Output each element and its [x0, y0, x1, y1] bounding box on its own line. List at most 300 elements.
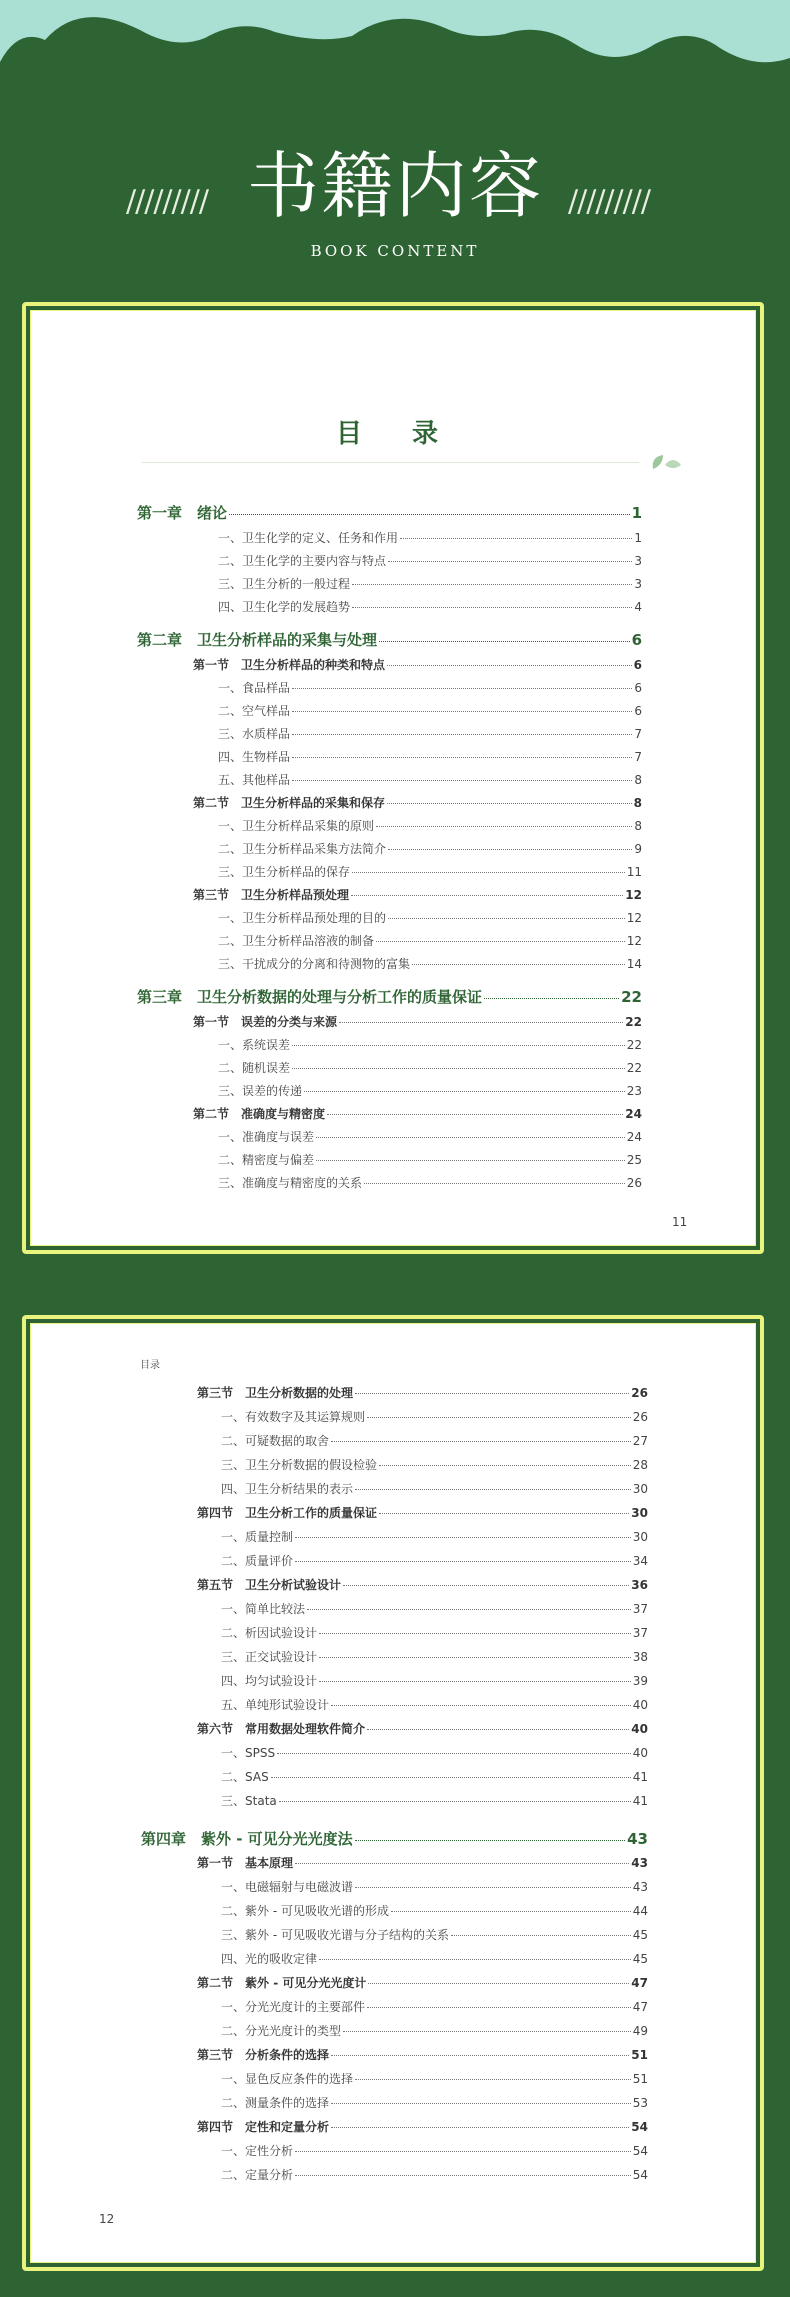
- toc-entry-title: [193, 794, 385, 811]
- toc-entry-number: 二、: [221, 1904, 246, 1918]
- toc-item-entry[interactable]: [221, 1744, 648, 1761]
- dot-leader: [379, 640, 630, 642]
- toc-entry-title: [221, 1456, 377, 1473]
- toc-entry-title: [221, 1624, 317, 1641]
- toc-item-entry[interactable]: [218, 863, 642, 880]
- toc-item-entry[interactable]: [221, 1648, 648, 1665]
- toc-entry-text: Stata: [245, 1794, 277, 1808]
- toc-entry-number: 一、: [221, 1880, 246, 1894]
- dot-leader: [391, 1910, 631, 1912]
- toc-entry-title: [137, 986, 482, 1007]
- dot-leader: [355, 1392, 629, 1394]
- dot-leader: [355, 1886, 631, 1888]
- toc-entry-text: 生物样品: [242, 750, 291, 764]
- toc-entry-title: [218, 932, 374, 949]
- toc-entry-text: 紫外 - 可见吸收光谱的形成: [245, 1904, 389, 1918]
- toc-entry-page: 54: [632, 2144, 648, 2158]
- dot-leader: [331, 2054, 629, 2056]
- dot-leader: [331, 2126, 629, 2128]
- toc-entry-title: [218, 840, 386, 857]
- toc-entry-number: 四、: [221, 1482, 246, 1496]
- dot-leader: [388, 917, 625, 919]
- toc-entry-text: 常用数据处理软件简介: [245, 1722, 366, 1736]
- toc-entry-page: 24: [626, 1130, 642, 1144]
- toc-entry-number: 四、: [218, 600, 243, 614]
- toc-entry-number: 一、: [221, 1410, 246, 1424]
- toc-entry-title: [221, 2142, 293, 2159]
- toc-entry-title: [197, 1854, 293, 1871]
- toc-entry-page: 7: [634, 727, 642, 741]
- toc-entry-text: 可疑数据的取舍: [245, 1434, 330, 1448]
- toc-entry-page: 8: [634, 773, 642, 787]
- toc-item-entry[interactable]: [218, 725, 642, 742]
- dot-leader: [388, 848, 632, 850]
- toc-entry-text: 准确度与误差: [242, 1130, 315, 1144]
- toc-entry-text: 单纯形试验设计: [245, 1698, 330, 1712]
- toc-entry-page: 7: [634, 750, 642, 764]
- toc-section-entry[interactable]: [197, 1974, 648, 1991]
- toc-entry-title: [221, 2022, 341, 2039]
- toc-item-entry[interactable]: [221, 2142, 648, 2159]
- dot-leader: [355, 2078, 631, 2080]
- toc-chapter-entry[interactable]: [137, 502, 642, 523]
- toc-page-2: [22, 1315, 764, 2271]
- dot-leader: [316, 1136, 625, 1138]
- toc-entry-text: 误差的分类与来源: [241, 1015, 338, 1029]
- toc-entry-number: 第一节: [193, 1015, 242, 1029]
- dot-leader: [229, 513, 630, 515]
- toc-entry-title: [218, 1059, 290, 1076]
- toc-item-entry[interactable]: [218, 1128, 642, 1145]
- dot-leader: [351, 894, 623, 896]
- toc-entry-text: 显色反应条件的选择: [245, 2072, 354, 2086]
- toc-entry-title: [218, 863, 350, 880]
- toc-entry-title: [218, 598, 350, 615]
- heading-divider: [142, 462, 639, 463]
- dot-leader: [292, 1044, 625, 1046]
- toc-entry-number: 二、: [218, 1153, 243, 1167]
- toc-entry-page: 30: [632, 1530, 648, 1544]
- toc-entry-title: [221, 1950, 317, 1967]
- dot-leader: [387, 664, 632, 666]
- toc-entry-number: 三、: [218, 1084, 243, 1098]
- dot-leader: [319, 1632, 631, 1634]
- toc-entry-page: 43: [632, 1880, 648, 1894]
- dot-leader: [327, 1113, 623, 1115]
- toc-entry-number: 四、: [221, 1674, 246, 1688]
- toc-entry-page: 3: [634, 577, 642, 591]
- dot-leader: [367, 1416, 631, 1418]
- toc-item-entry[interactable]: [218, 1036, 642, 1053]
- toc-entry-text: 卫生分析数据的处理与分析工作的质量保证: [197, 988, 483, 1006]
- toc-entry-text: 定性和定量分析: [245, 2120, 330, 2134]
- toc-entry-title: [137, 629, 377, 650]
- toc-item-entry[interactable]: [218, 598, 642, 615]
- dot-leader: [412, 963, 625, 965]
- toc-entry-title: [137, 502, 227, 523]
- dot-leader: [295, 2174, 631, 2176]
- toc-item-entry[interactable]: [218, 909, 642, 926]
- toc-entry-number: 一、: [221, 2072, 246, 2086]
- toc-entry-text: 有效数字及其运算规则: [245, 1410, 366, 1424]
- decor-slashes-right: /////////: [568, 184, 650, 219]
- dot-leader: [364, 1182, 625, 1184]
- toc-entry-number: 第二节: [193, 1107, 242, 1121]
- toc-entry-page: 12: [625, 888, 642, 902]
- toc-entry-page: 8: [633, 796, 642, 810]
- toc-entry-page: 40: [631, 1722, 648, 1736]
- toc-chapter-entry[interactable]: [137, 629, 642, 650]
- toc-entry-number: 第二节: [197, 1976, 246, 1990]
- toc-entry-title: [197, 1384, 353, 1401]
- toc-entry-page: 47: [632, 2000, 648, 2014]
- toc-entry-number: 三、: [221, 1650, 246, 1664]
- toc-entry-title: [221, 1600, 305, 1617]
- page-title: 书籍内容: [246, 144, 543, 228]
- header: [0, 144, 790, 270]
- toc-entry-page: 53: [632, 2096, 648, 2110]
- toc-page-1: [22, 302, 764, 1254]
- toc-item-entry[interactable]: [221, 1926, 648, 1943]
- toc-entry-page: 34: [632, 1554, 648, 1568]
- toc-entry-title: [193, 1105, 325, 1122]
- toc-entry-title: [221, 1552, 293, 1569]
- dot-leader: [292, 687, 632, 689]
- toc-entry-text: 卫生分析结果的表示: [245, 1482, 354, 1496]
- dot-leader: [352, 871, 625, 873]
- toc-entry-page: 45: [632, 1952, 648, 1966]
- dot-leader: [277, 1752, 631, 1754]
- toc-entry-title: [218, 817, 374, 834]
- toc-entry-page: 28: [632, 1458, 648, 1472]
- toc-entry-page: 30: [632, 1482, 648, 1496]
- toc-item-entry[interactable]: [221, 2094, 648, 2111]
- dot-leader: [343, 2030, 631, 2032]
- toc-item-entry[interactable]: [218, 932, 642, 949]
- toc-entry-title: [193, 1013, 337, 1030]
- toc-entry-page: 22: [626, 1061, 642, 1075]
- dot-leader: [292, 779, 632, 781]
- toc-section-entry[interactable]: [193, 1105, 642, 1122]
- toc-entry-page: 37: [632, 1602, 648, 1616]
- toc-entry-title: [221, 1744, 275, 1761]
- toc-entry-title: [218, 725, 290, 742]
- toc-entry-title: [218, 909, 386, 926]
- dot-leader: [292, 756, 632, 758]
- toc-item-entry[interactable]: [221, 1408, 648, 1425]
- toc-entry-title: [221, 1480, 353, 1497]
- toc-entry-title: [218, 552, 386, 569]
- page-number: 12: [99, 2212, 115, 2226]
- toc-entry-page: 1: [631, 504, 642, 522]
- toc-item-entry[interactable]: [218, 840, 642, 857]
- toc-entry-number: 第三节: [197, 2048, 246, 2062]
- toc-entry-number: 第三节: [193, 888, 242, 902]
- toc-section-entry[interactable]: [193, 794, 642, 811]
- toc-item-entry[interactable]: [218, 955, 642, 972]
- toc-entry-text: 卫生分析样品预处理: [241, 888, 350, 902]
- toc-entry-title: [218, 1128, 314, 1145]
- dot-leader: [292, 1067, 625, 1069]
- toc-entry-number: 一、: [218, 819, 243, 833]
- toc-item-entry[interactable]: [218, 771, 642, 788]
- toc-entry-number: 二、: [221, 1434, 246, 1448]
- toc-entry-title: [221, 1878, 353, 1895]
- toc-entry-text: 卫生分析数据的处理: [245, 1386, 354, 1400]
- dot-leader: [352, 606, 632, 608]
- dot-leader: [331, 1440, 631, 1442]
- toc-entry-text: 定量分析: [245, 2168, 294, 2182]
- toc-entry-number: 第四章: [141, 1830, 202, 1848]
- toc-entry-number: 二、: [218, 934, 243, 948]
- wavy-sky-banner: [0, 0, 790, 90]
- toc-entry-text: 测量条件的选择: [245, 2096, 330, 2110]
- toc-entry-number: 第一节: [193, 658, 242, 672]
- toc-item-entry[interactable]: [218, 748, 642, 765]
- toc-item-entry[interactable]: [221, 1902, 648, 1919]
- toc-entry-number: 第四节: [197, 1506, 246, 1520]
- toc-entry-text: 光的吸收定律: [245, 1952, 318, 1966]
- toc-entry-text: 精密度与偏差: [242, 1153, 315, 1167]
- toc-entry-number: 五、: [218, 773, 243, 787]
- toc-entry-text: 紫外 - 可见吸收光谱与分子结构的关系: [245, 1928, 449, 1942]
- toc-item-entry[interactable]: [218, 529, 642, 546]
- dot-leader: [316, 1159, 625, 1161]
- toc-entry-title: [218, 955, 410, 972]
- dot-leader: [331, 1704, 631, 1706]
- toc-entry-text: SAS: [245, 1770, 269, 1784]
- toc-item-entry[interactable]: [218, 702, 642, 719]
- toc-section-entry[interactable]: [197, 1576, 648, 1593]
- toc-item-entry[interactable]: [221, 2070, 648, 2087]
- toc-entry-text: 紫外 - 可见分光光度计: [245, 1976, 367, 1990]
- toc-entry-text: 质量控制: [245, 1530, 294, 1544]
- dot-leader: [387, 802, 632, 804]
- toc-entry-number: 一、: [218, 681, 243, 695]
- toc-entry-page: 26: [626, 1176, 642, 1190]
- page-number: 11: [672, 1215, 688, 1229]
- toc-entry-number: 一、: [221, 2000, 246, 2014]
- toc-entry-number: 二、: [221, 2024, 246, 2038]
- dot-leader: [319, 1958, 631, 1960]
- toc-entry-text: 卫生分析样品的保存: [242, 865, 351, 879]
- toc-entry-text: 水质样品: [242, 727, 291, 741]
- toc-entry-text: 电磁辐射与电磁波谱: [245, 1880, 354, 1894]
- toc-section-entry[interactable]: [197, 1720, 648, 1737]
- toc-section-entry[interactable]: [193, 886, 642, 903]
- toc-entry-title: [197, 2046, 329, 2063]
- toc-entry-number: 二、: [221, 1626, 246, 1640]
- toc-entry-number: 一、: [221, 1530, 246, 1544]
- toc-entry-number: 二、: [221, 2096, 246, 2110]
- toc-item-entry[interactable]: [218, 817, 642, 834]
- toc-entry-page: 40: [632, 1698, 648, 1712]
- toc-entry-text: 紫外 - 可见分光光度法: [201, 1830, 353, 1848]
- toc-entry-title: [221, 1672, 317, 1689]
- toc-item-entry[interactable]: [221, 1696, 648, 1713]
- toc-entry-number: 二、: [218, 1061, 243, 1075]
- toc-entry-text: 质量评价: [245, 1554, 294, 1568]
- toc-item-entry[interactable]: [221, 1792, 648, 1809]
- toc-entry-number: 一、: [221, 2144, 246, 2158]
- toc-item-entry[interactable]: [221, 1432, 648, 1449]
- toc-entry-title: [218, 679, 290, 696]
- toc-entry-page: 54: [632, 2168, 648, 2182]
- toc-item-entry[interactable]: [221, 1456, 648, 1473]
- toc-entry-number: 三、: [221, 1794, 246, 1808]
- toc-entry-page: 9: [634, 842, 642, 856]
- toc-entry-title: [197, 2118, 329, 2135]
- toc-entry-title: [218, 1036, 290, 1053]
- toc-entry-page: 22: [626, 1038, 642, 1052]
- toc-entry-page: 12: [626, 911, 642, 925]
- toc-item-entry[interactable]: [221, 1600, 648, 1617]
- toc-entry-title: [218, 575, 350, 592]
- toc-item-entry[interactable]: [221, 1768, 648, 1785]
- toc-entry-title: [221, 1528, 293, 1545]
- toc-entry-text: 卫生分析样品采集方法简介: [242, 842, 387, 856]
- toc-entry-number: 三、: [218, 727, 243, 741]
- toc-entry-text: 分光光度计的类型: [245, 2024, 342, 2038]
- toc-entry-number: 二、: [221, 2168, 246, 2182]
- toc-entry-page: 36: [631, 1578, 648, 1592]
- toc-item-entry[interactable]: [221, 1552, 648, 1569]
- toc-entry-page: 30: [631, 1506, 648, 1520]
- toc-entry-page: 41: [632, 1770, 648, 1784]
- toc-entry-text: 准确度与精密度: [241, 1107, 326, 1121]
- toc-entry-title: [218, 771, 290, 788]
- toc-entry-text: 卫生分析样品的种类和特点: [241, 658, 386, 672]
- toc-entry-page: 44: [632, 1904, 648, 1918]
- toc-entry-title: [197, 1504, 377, 1521]
- toc-entry-page: 8: [634, 819, 642, 833]
- toc-entry-number: 二、: [218, 554, 243, 568]
- dot-leader: [355, 1839, 625, 1841]
- toc-entry-title: [141, 1828, 353, 1849]
- toc-entry-number: 一、: [218, 1130, 243, 1144]
- toc-item-entry[interactable]: [221, 1878, 648, 1895]
- dot-leader: [292, 733, 632, 735]
- dot-leader: [295, 1862, 629, 1864]
- toc-item-entry[interactable]: [221, 1624, 648, 1641]
- page-subtitle: BOOK CONTENT: [310, 242, 480, 260]
- dot-leader: [295, 1560, 631, 1562]
- toc-entry-text: 卫生分析样品的采集与处理: [197, 631, 378, 649]
- toc-entry-text: SPSS: [245, 1746, 276, 1760]
- toc-entry-number: 第一节: [197, 1856, 246, 1870]
- toc-entry-text: 卫生分析样品的采集和保存: [241, 796, 386, 810]
- decor-slashes-left: /////////: [126, 184, 208, 219]
- toc-item-entry[interactable]: [221, 1528, 648, 1545]
- toc-entry-text: 分光光度计的主要部件: [245, 2000, 366, 2014]
- toc-entry-page: 6: [634, 681, 642, 695]
- toc-entry-page: 12: [626, 934, 642, 948]
- toc-section-entry[interactable]: [197, 1504, 648, 1521]
- toc-entry-title: [221, 2166, 293, 2183]
- dot-leader: [279, 1800, 631, 1802]
- toc-entry-page: 43: [631, 1856, 648, 1870]
- toc-entry-title: [221, 2094, 329, 2111]
- toc-section-entry[interactable]: [193, 656, 642, 673]
- dot-leader: [295, 2150, 631, 2152]
- toc-entry-title: [221, 1648, 317, 1665]
- toc-entry-number: 三、: [218, 577, 243, 591]
- toc-entry-number: 第二章: [137, 631, 198, 649]
- toc-entry-page: 54: [631, 2120, 648, 2134]
- toc-entry-page: 23: [626, 1084, 642, 1098]
- toc-item-entry[interactable]: [218, 1082, 642, 1099]
- toc-section-entry[interactable]: [197, 1384, 648, 1401]
- toc-item-entry[interactable]: [218, 1174, 642, 1191]
- dot-leader: [307, 1608, 631, 1610]
- toc-item-entry[interactable]: [221, 1950, 648, 1967]
- dot-leader: [331, 2102, 631, 2104]
- toc-item-entry[interactable]: [218, 575, 642, 592]
- toc-chapter-entry[interactable]: [141, 1828, 648, 1849]
- toc-entry-text: 析因试验设计: [245, 1626, 318, 1640]
- toc-item-entry[interactable]: [218, 552, 642, 569]
- toc-entry-text: 卫生分析样品采集的原则: [242, 819, 375, 833]
- toc-entry-page: 27: [632, 1434, 648, 1448]
- toc-section-entry[interactable]: [193, 1013, 642, 1030]
- toc-entry-number: 二、: [218, 842, 243, 856]
- toc-entry-text: 卫生化学的发展趋势: [242, 600, 351, 614]
- dot-leader: [292, 710, 632, 712]
- toc-entry-number: 二、: [221, 1554, 246, 1568]
- toc-entry-number: 三、: [218, 957, 243, 971]
- toc-entry-text: 分析条件的选择: [245, 2048, 330, 2062]
- toc-chapter-entry[interactable]: [137, 986, 642, 1007]
- toc-entry-number: 四、: [218, 750, 243, 764]
- toc-entry-title: [218, 529, 398, 546]
- toc-entry-number: 一、: [218, 531, 243, 545]
- toc-entry-page: 6: [634, 704, 642, 718]
- toc-entry-number: 第四节: [197, 2120, 246, 2134]
- toc-item-entry[interactable]: [218, 1151, 642, 1168]
- toc-entry-page: 47: [631, 1976, 648, 1990]
- dot-leader: [319, 1656, 631, 1658]
- toc-section-entry[interactable]: [197, 2046, 648, 2063]
- dot-leader: [376, 825, 632, 827]
- toc-item-entry[interactable]: [221, 1672, 648, 1689]
- toc-item-entry[interactable]: [221, 2166, 648, 2183]
- toc-item-entry[interactable]: [221, 1998, 648, 2015]
- toc-entry-title: [221, 1792, 277, 1809]
- toc-entry-title: [218, 748, 290, 765]
- toc-entry-number: 第一章: [137, 504, 198, 522]
- toc-item-entry[interactable]: [218, 679, 642, 696]
- toc-item-entry[interactable]: [221, 2022, 648, 2039]
- toc-entry-text: 随机误差: [242, 1061, 291, 1075]
- dot-leader: [400, 537, 632, 539]
- toc-entry-title: [221, 1432, 329, 1449]
- toc-entry-page: 6: [631, 631, 642, 649]
- toc-entry-text: 卫生化学的定义、任务和作用: [242, 531, 399, 545]
- dot-leader: [352, 583, 632, 585]
- toc-section-entry[interactable]: [197, 1854, 648, 1871]
- toc-entry-title: [221, 2070, 353, 2087]
- toc-section-entry[interactable]: [197, 2118, 648, 2135]
- toc-entry-text: 误差的传递: [242, 1084, 303, 1098]
- toc-entry-number: 第六节: [197, 1722, 246, 1736]
- toc-entry-page: 11: [626, 865, 642, 879]
- toc-entry-page: 14: [626, 957, 642, 971]
- toc-item-entry[interactable]: [218, 1059, 642, 1076]
- toc-entry-title: [221, 1902, 389, 1919]
- toc-entry-number: 四、: [221, 1952, 246, 1966]
- dot-leader: [451, 1934, 631, 1936]
- toc-item-entry[interactable]: [221, 1480, 648, 1497]
